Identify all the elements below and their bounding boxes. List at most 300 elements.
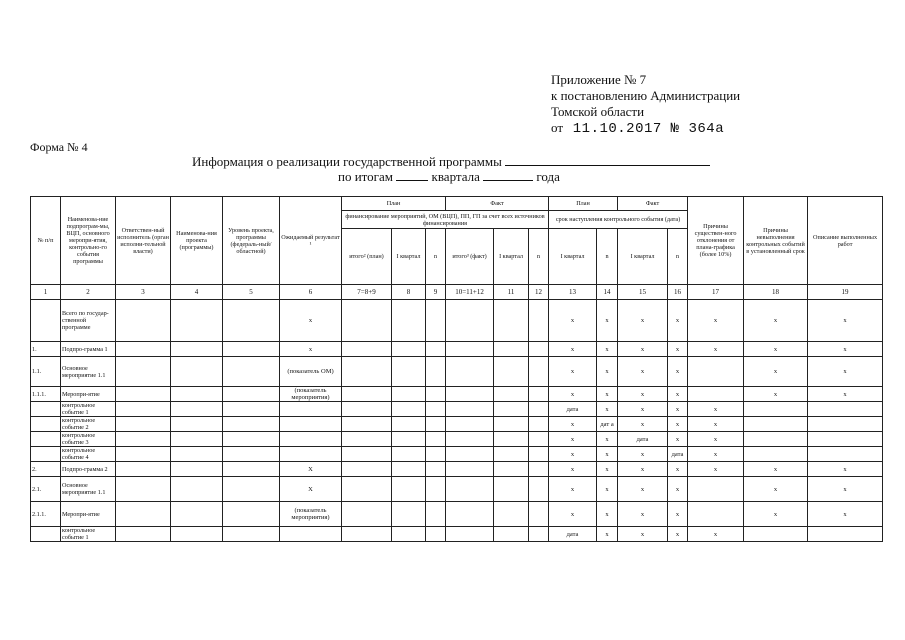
table-cell-c14: х	[597, 357, 618, 387]
header-plan2-q1: I квартал	[549, 229, 597, 285]
header-plan2: План	[549, 197, 618, 211]
table-cell-c14: х	[597, 447, 618, 462]
column-number: 3	[116, 285, 171, 300]
table-cell-c18: х	[744, 387, 808, 402]
table-cell-c13: х	[549, 432, 597, 447]
table-cell-c4	[171, 300, 223, 342]
table-row	[31, 477, 883, 502]
table-cell-c4	[171, 387, 223, 402]
header-event-deadline: срок наступления контрольного события (дата)	[549, 211, 688, 229]
table-cell-c16: х	[668, 432, 688, 447]
table-cell-c9	[426, 402, 446, 417]
table-cell-c17: х	[688, 402, 744, 417]
column-number: 1	[31, 285, 61, 300]
table-cell-c15: дата	[618, 432, 668, 447]
header-num: № п/п	[31, 197, 61, 285]
table-cell-c9	[426, 417, 446, 432]
table-cell-c19	[808, 417, 883, 432]
table-cell-c6: (показатель мероприятия)	[280, 502, 342, 527]
header-fact2: Факт	[618, 197, 688, 211]
table-cell-c16: х	[668, 527, 688, 542]
table-cell-c1	[31, 447, 61, 462]
table-cell-c13: х	[549, 357, 597, 387]
table-cell-c9	[426, 447, 446, 462]
table-cell-c17: х	[688, 432, 744, 447]
table-cell-c7	[342, 387, 392, 402]
appendix-date-line	[551, 120, 740, 137]
table-cell-c3	[116, 402, 171, 417]
table-cell-c5	[223, 477, 280, 502]
table-cell-c17: х	[688, 447, 744, 462]
table-cell-c6	[280, 432, 342, 447]
column-number: 11	[494, 285, 529, 300]
table-cell-c2: Подпро-грамма 2	[61, 462, 116, 477]
table-cell-c3	[116, 462, 171, 477]
header-project: Наименова-ния проекта (программы)	[171, 197, 223, 285]
table-row	[31, 447, 883, 462]
table-cell-c15: х	[618, 357, 668, 387]
table-cell-c9	[426, 477, 446, 502]
table-cell-c16: х	[668, 300, 688, 342]
form-label: Форма № 4	[30, 140, 88, 154]
table-cell-c16: х	[668, 402, 688, 417]
table-cell-c14: х	[597, 387, 618, 402]
column-number: 15	[618, 285, 668, 300]
table-cell-c10	[446, 527, 494, 542]
table-cell-c9	[426, 527, 446, 542]
table-cell-c16: х	[668, 387, 688, 402]
header-fact2-q1: I квартал	[618, 229, 668, 285]
column-number: 19	[808, 285, 883, 300]
table-cell-c10	[446, 300, 494, 342]
table-cell-c5	[223, 462, 280, 477]
table-cell-c11	[494, 462, 529, 477]
table-cell-c1	[31, 527, 61, 542]
table-cell-c19: х	[808, 477, 883, 502]
table-row	[31, 342, 883, 357]
table-cell-c9	[426, 300, 446, 342]
column-number-row	[31, 285, 883, 300]
table-cell-c18	[744, 447, 808, 462]
table-cell-c14: х	[597, 342, 618, 357]
table-row	[31, 387, 883, 402]
table-cell-c2: Основное мероприятие 1.1	[61, 477, 116, 502]
header-failure-reasons: Причины невыполнения контрольных событий в установленный срок	[744, 197, 808, 285]
table-cell-c3	[116, 432, 171, 447]
header-deviation-reasons: Причины существен-ного отклонения от плана-графика (более 10%)	[688, 197, 744, 285]
table-cell-c11	[494, 357, 529, 387]
table-cell-c3	[116, 387, 171, 402]
table-cell-c18: х	[744, 342, 808, 357]
table-cell-c2: Меропри-ятие	[61, 387, 116, 402]
table-cell-c4	[171, 417, 223, 432]
table-cell-c17	[688, 357, 744, 387]
table-cell-c1	[31, 417, 61, 432]
table-cell-c13: дата	[549, 527, 597, 542]
appendix-block	[551, 72, 740, 137]
table-cell-c9	[426, 432, 446, 447]
table-cell-c1	[31, 300, 61, 342]
table-cell-c3	[116, 342, 171, 357]
table-cell-c5	[223, 342, 280, 357]
table-cell-c12	[529, 300, 549, 342]
header-name: Наименова-ние подпрограм-мы, ВЦП, основного меропри-ятия, контрольно-го события программы	[61, 197, 116, 285]
table-cell-c5	[223, 402, 280, 417]
table-row	[31, 432, 883, 447]
table-cell-c4	[171, 432, 223, 447]
table-cell-c12	[529, 342, 549, 357]
table-cell-c6	[280, 527, 342, 542]
table-cell-c1	[31, 432, 61, 447]
table-row	[31, 402, 883, 417]
table-cell-c17	[688, 502, 744, 527]
column-number: 18	[744, 285, 808, 300]
table-cell-c4	[171, 402, 223, 417]
table-cell-c5	[223, 527, 280, 542]
table-cell-c11	[494, 432, 529, 447]
table-row	[31, 502, 883, 527]
table-cell-c11	[494, 402, 529, 417]
table-cell-c15: х	[618, 477, 668, 502]
table-cell-c7	[342, 417, 392, 432]
table-cell-c19: х	[808, 462, 883, 477]
table-cell-c10	[446, 477, 494, 502]
table-cell-c5	[223, 387, 280, 402]
table-cell-c4	[171, 462, 223, 477]
table-cell-c14: дат а	[597, 417, 618, 432]
table-cell-c18: х	[744, 462, 808, 477]
table-cell-c7	[342, 462, 392, 477]
column-number: 5	[223, 285, 280, 300]
title-text: Информация о реализации государственной программы	[192, 154, 502, 169]
table-cell-c19: х	[808, 357, 883, 387]
table-cell-c7	[342, 447, 392, 462]
table-cell-c2: Основное мероприятие 1.1	[61, 357, 116, 387]
table-cell-c17	[688, 477, 744, 502]
table-cell-c19: х	[808, 387, 883, 402]
table-cell-c15: х	[618, 417, 668, 432]
table-cell-c7	[342, 357, 392, 387]
header-fact-total: итого³ (факт)	[446, 229, 494, 285]
table-cell-c12	[529, 357, 549, 387]
table-cell-c17: х	[688, 300, 744, 342]
table-cell-c18: х	[744, 300, 808, 342]
table-cell-c17: х	[688, 342, 744, 357]
table-cell-c12	[529, 527, 549, 542]
table-row	[31, 527, 883, 542]
table-cell-c10	[446, 402, 494, 417]
table-cell-c12	[529, 462, 549, 477]
table-cell-c13: х	[549, 387, 597, 402]
table-cell-c2: Всего по государ-ственной программе	[61, 300, 116, 342]
table-cell-c11	[494, 447, 529, 462]
table-cell-c8	[392, 300, 426, 342]
header-executor: Ответствен-ный исполнитель (орган исполни-тельной власти)	[116, 197, 171, 285]
table-cell-c19: х	[808, 300, 883, 342]
table-cell-c1: 2.1.	[31, 477, 61, 502]
table-cell-c5	[223, 502, 280, 527]
header-fact2-n: n	[668, 229, 688, 285]
table-cell-c3	[116, 527, 171, 542]
table-cell-c2: Меропри-ятие	[61, 502, 116, 527]
table-cell-c12	[529, 387, 549, 402]
header-fact-q1: I квартал	[494, 229, 529, 285]
appendix-line-3: Томской области	[551, 104, 645, 119]
table-cell-c17: х	[688, 527, 744, 542]
table-cell-c16: х	[668, 342, 688, 357]
table-cell-c4	[171, 357, 223, 387]
table-cell-c16: х	[668, 502, 688, 527]
table-cell-c14: х	[597, 300, 618, 342]
report-title-line2	[338, 168, 560, 185]
table-cell-c6: (показатель мероприятия)	[280, 387, 342, 402]
report-table	[30, 196, 883, 542]
table-cell-c13: х	[549, 447, 597, 462]
table-cell-c9	[426, 357, 446, 387]
table-cell-c16: дата	[668, 447, 688, 462]
table-cell-c6: Х	[280, 462, 342, 477]
table-cell-c19	[808, 432, 883, 447]
table-cell-c3	[116, 417, 171, 432]
table-cell-c14: х	[597, 402, 618, 417]
table-cell-c18	[744, 402, 808, 417]
table-cell-c6: Х	[280, 477, 342, 502]
table-cell-c7	[342, 432, 392, 447]
table-cell-c14: х	[597, 502, 618, 527]
table-cell-c13: х	[549, 342, 597, 357]
quarter-blank	[396, 168, 428, 181]
table-cell-c18	[744, 527, 808, 542]
table-cell-c8	[392, 357, 426, 387]
table-row	[31, 462, 883, 477]
table-cell-c15: х	[618, 462, 668, 477]
column-number: 6	[280, 285, 342, 300]
appendix-line-1: Приложение № 7	[551, 72, 647, 87]
table-cell-c18	[744, 417, 808, 432]
table-cell-c15: х	[618, 502, 668, 527]
table-cell-c13: х	[549, 502, 597, 527]
table-cell-c8	[392, 402, 426, 417]
table-cell-c4	[171, 447, 223, 462]
column-number: 10=11+12	[446, 285, 494, 300]
table-cell-c8	[392, 447, 426, 462]
table-cell-c5	[223, 432, 280, 447]
table-cell-c17: х	[688, 462, 744, 477]
year-blank	[483, 168, 533, 181]
header-financing: финансирование мероприятий, ОМ (ВЦП), ПП, ГП за счет всех источников финансирования	[342, 211, 549, 229]
column-number: 14	[597, 285, 618, 300]
table-cell-c4	[171, 502, 223, 527]
table-cell-c17	[688, 387, 744, 402]
table-cell-c10	[446, 462, 494, 477]
table-cell-c3	[116, 357, 171, 387]
table-cell-c7	[342, 477, 392, 502]
table-cell-c3	[116, 447, 171, 462]
header-plan2-n: n	[597, 229, 618, 285]
table-cell-c13: х	[549, 462, 597, 477]
table-cell-c9	[426, 342, 446, 357]
table-cell-c1	[31, 402, 61, 417]
table-cell-c4	[171, 477, 223, 502]
column-number: 7=8+9	[342, 285, 392, 300]
table-cell-c13: х	[549, 417, 597, 432]
table-cell-c1: 2.	[31, 462, 61, 477]
table-cell-c15: х	[618, 402, 668, 417]
table-cell-c16: х	[668, 462, 688, 477]
table-cell-c7	[342, 527, 392, 542]
table-cell-c5	[223, 447, 280, 462]
table-cell-c1: 1.	[31, 342, 61, 357]
table-cell-c19	[808, 447, 883, 462]
table-cell-c12	[529, 477, 549, 502]
table-cell-c16: х	[668, 477, 688, 502]
table-cell-c5	[223, 300, 280, 342]
table-cell-c18	[744, 432, 808, 447]
table-cell-c6: (показатель ОМ)	[280, 357, 342, 387]
table-cell-c8	[392, 462, 426, 477]
table-cell-c10	[446, 387, 494, 402]
table-cell-c7	[342, 402, 392, 417]
table-cell-c15: х	[618, 527, 668, 542]
table-row	[31, 417, 883, 432]
table-cell-c2: контрольное событие 4	[61, 447, 116, 462]
table-cell-c8	[392, 417, 426, 432]
table-cell-c8	[392, 342, 426, 357]
table-cell-c19: х	[808, 342, 883, 357]
table-cell-c12	[529, 502, 549, 527]
table-cell-c5	[223, 417, 280, 432]
table-cell-c10	[446, 447, 494, 462]
table-cell-c15: х	[618, 300, 668, 342]
table-cell-c11	[494, 342, 529, 357]
table-cell-c15: х	[618, 342, 668, 357]
column-number: 8	[392, 285, 426, 300]
table-cell-c10	[446, 342, 494, 357]
table-cell-c18: х	[744, 477, 808, 502]
table-cell-c3	[116, 300, 171, 342]
table-row	[31, 357, 883, 387]
table-cell-c3	[116, 502, 171, 527]
date-prefix: от	[551, 120, 564, 135]
table-cell-c6: х	[280, 300, 342, 342]
header-work-description: Описание выполненных работ	[808, 197, 883, 285]
table-cell-c2: контрольное событие 3	[61, 432, 116, 447]
table-cell-c11	[494, 527, 529, 542]
table-cell-c19	[808, 402, 883, 417]
table-cell-c2: контрольное событие 1	[61, 527, 116, 542]
table-cell-c12	[529, 417, 549, 432]
date-number: 11.10.2017 № 364а	[572, 121, 725, 137]
table-cell-c7	[342, 342, 392, 357]
table-cell-c8	[392, 527, 426, 542]
column-number: 16	[668, 285, 688, 300]
column-number: 9	[426, 285, 446, 300]
table-cell-c14: х	[597, 432, 618, 447]
table-cell-c18: х	[744, 357, 808, 387]
table-cell-c2: контрольное событие 1	[61, 402, 116, 417]
table-cell-c18: х	[744, 502, 808, 527]
table-cell-c3	[116, 477, 171, 502]
table-cell-c9	[426, 462, 446, 477]
table-cell-c14: х	[597, 477, 618, 502]
table-cell-c15: х	[618, 447, 668, 462]
table-cell-c12	[529, 402, 549, 417]
table-cell-c8	[392, 477, 426, 502]
table-cell-c6	[280, 447, 342, 462]
header-plan-q1: I квартал	[392, 229, 426, 285]
title-quarter: квартала	[431, 169, 480, 184]
table-cell-c12	[529, 447, 549, 462]
table-cell-c6	[280, 402, 342, 417]
table-cell-c10	[446, 417, 494, 432]
table-cell-c11	[494, 387, 529, 402]
header-plan-n: n	[426, 229, 446, 285]
table-cell-c4	[171, 342, 223, 357]
table-cell-c19: х	[808, 502, 883, 527]
table-cell-c2: Подпро-грамма 1	[61, 342, 116, 357]
title-by-results: по итогам	[338, 169, 394, 184]
table-cell-c6	[280, 417, 342, 432]
table-cell-c16: х	[668, 357, 688, 387]
column-number: 2	[61, 285, 116, 300]
table-cell-c12	[529, 432, 549, 447]
table-cell-c2: контрольное событие 2	[61, 417, 116, 432]
table-cell-c11	[494, 477, 529, 502]
table-cell-c15: х	[618, 387, 668, 402]
header-plan-total: итого² (план)	[342, 229, 392, 285]
table-cell-c8	[392, 432, 426, 447]
table-cell-c7	[342, 502, 392, 527]
table-cell-c11	[494, 502, 529, 527]
table-cell-c10	[446, 502, 494, 527]
header-fact-n: n	[529, 229, 549, 285]
table-cell-c13: х	[549, 300, 597, 342]
table-cell-c5	[223, 357, 280, 387]
table-cell-c13: х	[549, 477, 597, 502]
appendix-line-2: к постановлению Администрации	[551, 88, 741, 103]
table-row	[31, 300, 883, 342]
column-number: 12	[529, 285, 549, 300]
table-cell-c14: х	[597, 527, 618, 542]
title-year: года	[536, 169, 560, 184]
table-cell-c10	[446, 357, 494, 387]
table-cell-c8	[392, 502, 426, 527]
header-plan: План	[342, 197, 446, 211]
column-number: 17	[688, 285, 744, 300]
table-cell-c9	[426, 502, 446, 527]
column-number: 13	[549, 285, 597, 300]
table-cell-c19	[808, 527, 883, 542]
table-cell-c17: х	[688, 417, 744, 432]
table-cell-c13: дата	[549, 402, 597, 417]
table-cell-c11	[494, 417, 529, 432]
header-expected-result: Ожидаемый результат ¹	[280, 197, 342, 285]
table-cell-c16: х	[668, 417, 688, 432]
header-fact: Факт	[446, 197, 549, 211]
table-cell-c11	[494, 300, 529, 342]
table-cell-c1: 2.1.1.	[31, 502, 61, 527]
header-level: Уровень проекта, программы (федераль-ный/ областной)	[223, 197, 280, 285]
table-cell-c6: х	[280, 342, 342, 357]
table-cell-c14: х	[597, 462, 618, 477]
table-cell-c1: 1.1.1.	[31, 387, 61, 402]
program-name-blank	[505, 153, 710, 166]
table-cell-c1: 1.1.	[31, 357, 61, 387]
column-number: 4	[171, 285, 223, 300]
table-cell-c9	[426, 387, 446, 402]
table-cell-c8	[392, 387, 426, 402]
table-cell-c4	[171, 527, 223, 542]
